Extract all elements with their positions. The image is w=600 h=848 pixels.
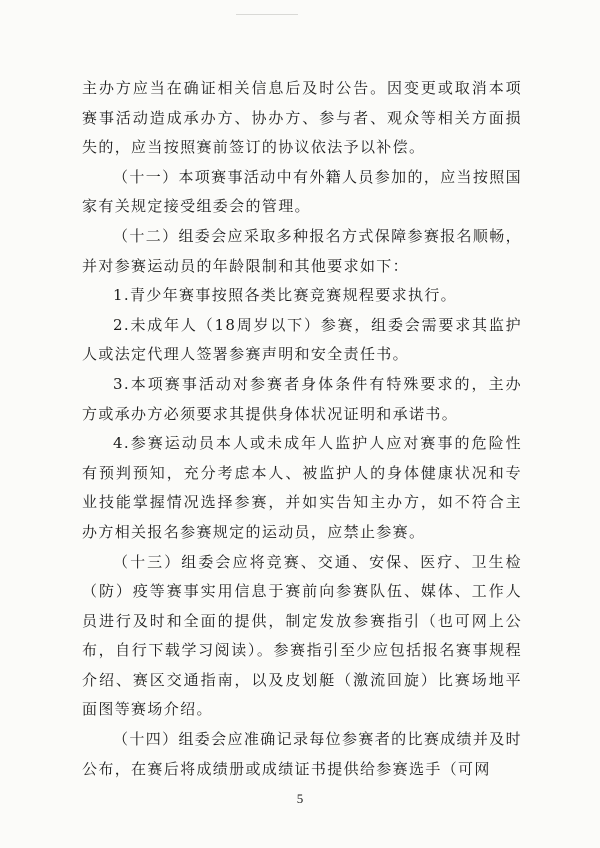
paragraph-clause-13: （十三）组委会应将竞赛、交通、安保、医疗、卫生检（防）疫等赛事实用信息于赛前向参赛队伍、媒体、工作人员进行及时和全面的提供，制定发放参赛指引（也可网上公布，自行下载学习阅读）。参赛指引至少应包括报名赛事规程介绍、赛区交通指南，以及皮划艇（激流回旋）比赛场地平面图等赛场介绍。 [82,552,522,719]
scan-artifact [236,14,298,15]
list-item-2: 2.未成年人（18周岁以下）参赛，组委会需要求其监护人或法定代理人签署参赛声明和安全责任书。 [82,315,522,364]
paragraph-continued: 主办方应当在确证相关信息后及时公告。因变更或取消本项赛事活动造成承办方、协办方、参与者、观众等相关方面损失的，应当按照赛前签订的协议依法予以补偿。 [82,79,522,157]
paragraph-clause-12: （十二）组委会应采取多种报名方式保障参赛报名顺畅，并对参赛运动员的年龄限制和其他要求如下： [82,226,522,275]
document-body [82,74,522,784]
paragraph-clause-11: （十一）本项赛事活动中有外籍人员参加的，应当按照国家有关规定接受组委会的管理。 [82,167,522,216]
list-item-4: 4.参赛运动员本人或未成年人监护人应对赛事的危险性有预判预知，充分考虑本人、被监护人的身体健康状况和专业技能掌握情况选择参赛，并如实告知主办方，如不符合主办方相关报名参赛规定的运动员，应禁止参赛。 [82,434,522,541]
list-item-1: 1.青少年赛事按照各类比赛竞赛规程要求执行。 [113,286,458,305]
list-item-3: 3.本项赛事活动对参赛者身体条件有特殊要求的，主办方或承办方必须要求其提供身体状况证明和承诺书。 [82,374,522,423]
page-number: 5 [296,791,304,806]
paragraph-clause-14: （十四）组委会应准确记录每位参赛者的比赛成绩并及时公布，在赛后将成绩册或成绩证书提供给参赛选手（可网 [82,730,522,778]
